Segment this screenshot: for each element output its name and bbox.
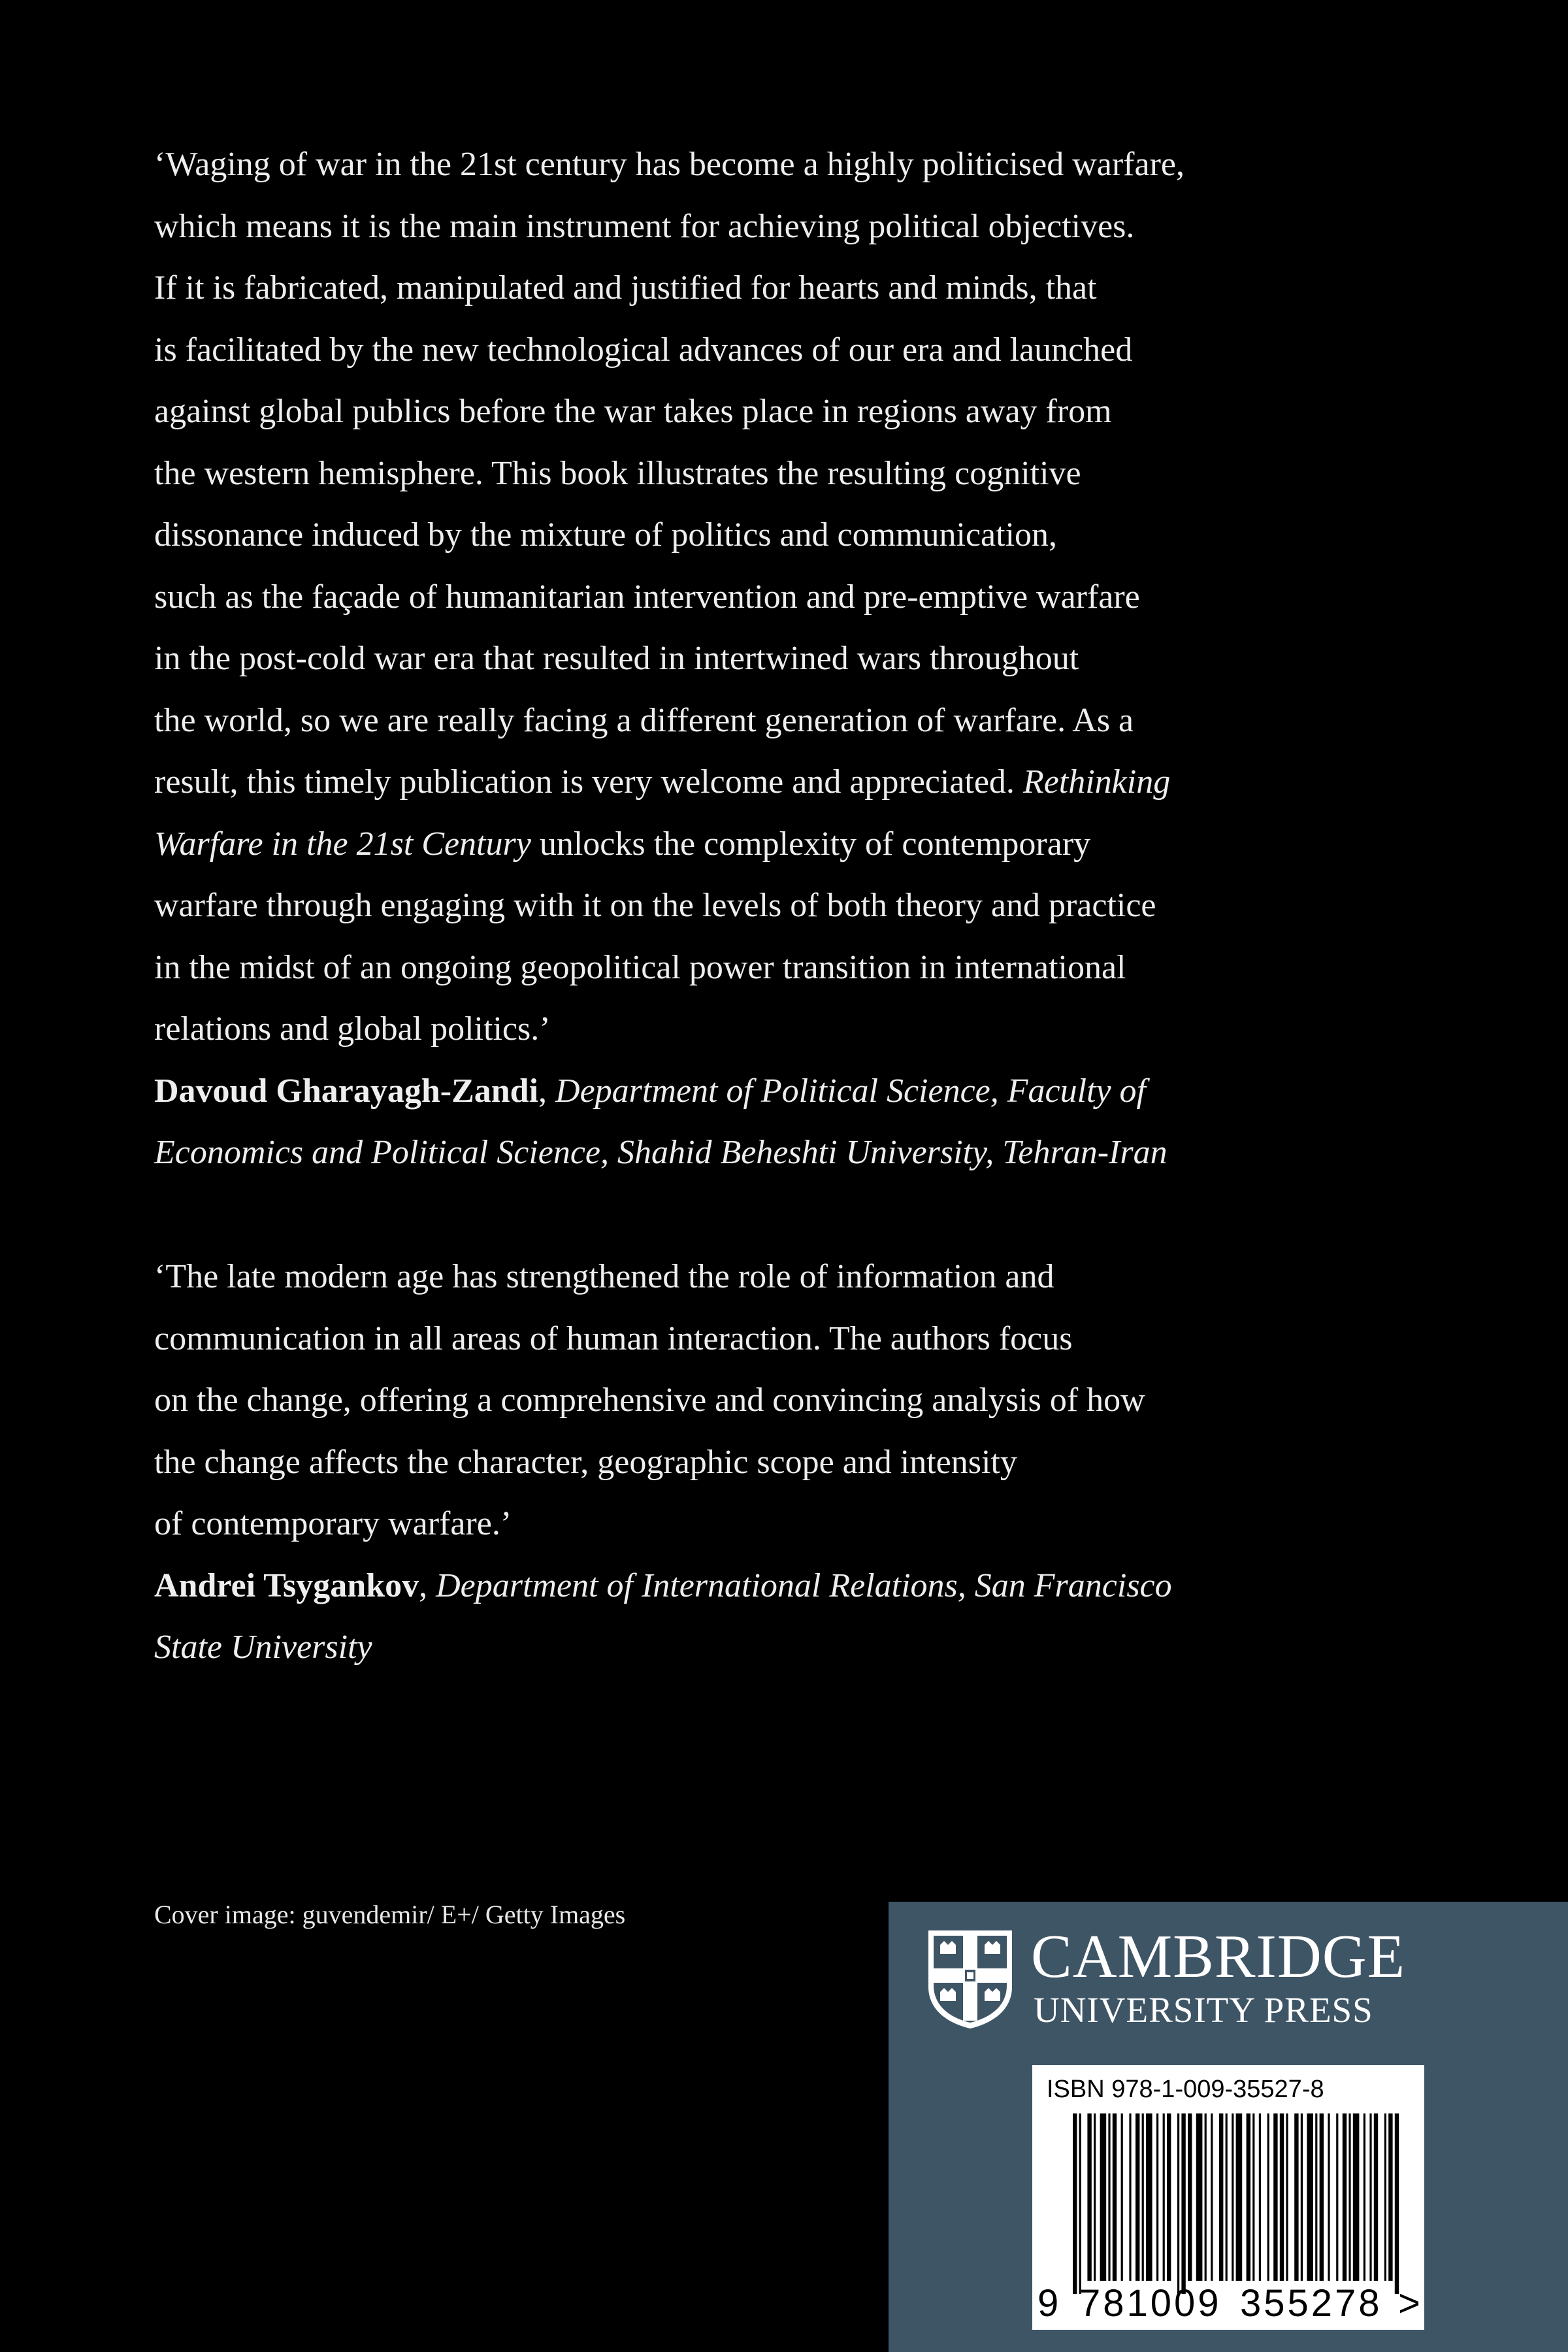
blurb-1-line-14: in the midst of an ongoing geopolitical power transition in international — [154, 948, 1126, 986]
barcode-bar — [1336, 2113, 1338, 2281]
barcode-bar — [1353, 2113, 1360, 2281]
barcode-bar — [1163, 2113, 1165, 2281]
blurb-1-line-12 — [154, 814, 1396, 876]
barcode-bar — [1167, 2113, 1171, 2281]
barcode-bar — [1364, 2113, 1365, 2281]
barcode-bar — [1286, 2113, 1288, 2281]
blurb-2-line-2: communication in all areas of human interaction. The authors focus — [154, 1319, 1073, 1357]
barcode-bar — [1374, 2113, 1378, 2281]
blurb-1-line-11-text: result, this timely publication is very welcome and appreciated. — [154, 763, 1023, 801]
barcode-bar — [1226, 2113, 1228, 2281]
publisher-subname: UNIVERSITY PRESS — [1034, 1990, 1373, 2030]
publisher-name: CAMBRIDGE — [1031, 1923, 1406, 1991]
blurb-1-affiliation-2: Economics and Political Science, Shahid Beheshti University, Tehran-Iran — [154, 1134, 1168, 1171]
barcode-bar — [1369, 2113, 1371, 2281]
barcode-bar — [1267, 2113, 1269, 2281]
barcode-bar — [1196, 2113, 1203, 2281]
barcode-digit-group-1: 781009 — [1079, 2282, 1222, 2325]
blurb-1-line-12-text: unlocks the complexity of contemporary — [531, 825, 1091, 863]
barcode-bar — [1100, 2113, 1107, 2281]
blurb-1-line-6: the western hemisphere. This book illustrates the resulting cognitive — [154, 454, 1081, 492]
blurb-1-line-2: which means it is the main instrument for achieving political objectives. — [154, 207, 1135, 245]
barcode-bar — [1205, 2113, 1207, 2281]
blurb-2-line-3: on the change, offering a comprehensive and convincing analysis of how — [154, 1382, 1145, 1419]
barcode-bar — [1087, 2113, 1091, 2281]
barcode-bar — [1280, 2113, 1284, 2281]
blurb-1-line-11 — [154, 752, 1396, 814]
barcode-bar — [1388, 2113, 1392, 2281]
barcode-bar — [1129, 2113, 1131, 2281]
barcode-digit-group-2: 355278 — [1240, 2282, 1382, 2325]
barcode-digit-tail: > — [1398, 2282, 1420, 2325]
barcode-bar — [1181, 2113, 1185, 2294]
barcode-bar — [1301, 2113, 1303, 2281]
blurb-2-affiliation-1: Department of International Relations, San Francisco — [436, 1566, 1172, 1604]
blurb-2-line-4: the change affects the character, geographic scope and intensity — [154, 1443, 1017, 1481]
blurb-1-affiliation-1: Department of Political Science, Faculty of — [555, 1072, 1147, 1110]
blurb-1-affiliation-line-2 — [154, 1122, 1396, 1184]
barcode-bar — [1343, 2113, 1347, 2281]
barcode-bar — [1294, 2113, 1298, 2281]
barcode-bar — [1395, 2113, 1399, 2294]
blurb-2-author: Andrei Tsygankov — [154, 1566, 419, 1604]
barcode-bar — [1384, 2113, 1386, 2281]
blurb-1-line-13: warfare through engaging with it on the levels of both theory and practice — [154, 887, 1156, 924]
barcode-bar — [1211, 2113, 1213, 2281]
barcode-bar — [1247, 2113, 1250, 2281]
barcode-bar — [1320, 2113, 1324, 2281]
barcode-bar — [1328, 2113, 1330, 2281]
barcode-bar — [1219, 2113, 1223, 2281]
barcode-bar — [1236, 2113, 1243, 2281]
barcode-bar — [1094, 2113, 1096, 2281]
cambridge-crest-icon — [924, 1927, 1016, 2031]
barcode-bar — [1307, 2113, 1313, 2281]
blurb-2-line-5: of contemporary warfare.’ — [154, 1505, 512, 1542]
barcode-bar — [1273, 2113, 1277, 2281]
barcode-bar — [1135, 2113, 1139, 2281]
barcode-digits — [1032, 2281, 1424, 2327]
barcode-bar — [1156, 2113, 1158, 2281]
blurb-2-line-1: ‘The late modern age has strengthened the role of information and — [154, 1258, 1054, 1295]
barcode-bars — [1032, 2111, 1424, 2294]
blurb-1-line-3: If it is fabricated, manipulated and justified for hearts and minds, that — [154, 269, 1097, 306]
barcode-digit-lead: 9 — [1037, 2282, 1059, 2325]
blurb-1-line-7: dissonance induced by the mixture of politics and communication, — [154, 516, 1058, 554]
blurb-1-attribution: Davoud Gharayagh-Zandi, Department of Political Science, Faculty of — [154, 1072, 1147, 1110]
blurb-2-affiliation-2: State University — [154, 1629, 372, 1666]
blurb-2 — [154, 1246, 1396, 1679]
barcode-bar — [1079, 2113, 1081, 2294]
blurb-1-line-4: is facilitated by the new technological advances of our era and launched — [154, 331, 1133, 369]
barcode-bar — [1188, 2113, 1192, 2281]
barcode-bar — [1177, 2113, 1179, 2294]
isbn-label: ISBN 978-1-009-35527-8 — [1047, 2076, 1324, 2103]
barcode-bar — [1259, 2113, 1261, 2281]
isbn-barcode — [1032, 2065, 1424, 2330]
barcode-bar — [1315, 2113, 1317, 2281]
blurb-1 — [154, 134, 1396, 1184]
book-title-part-2: Warfare in the 21st Century — [154, 825, 531, 863]
barcode-bar — [1108, 2113, 1110, 2281]
blurb-1-line-1: ‘Waging of war in the 21st century has become a highly politicised warfare, — [154, 146, 1184, 183]
barcode-bar — [1073, 2113, 1077, 2294]
publisher-panel — [889, 1902, 1568, 2352]
blurb-2-affiliation-line-2 — [154, 1617, 1396, 1679]
barcode-bar — [1121, 2113, 1123, 2281]
blurb-1-author: Davoud Gharayagh-Zandi — [154, 1072, 539, 1110]
barcode-bar — [1142, 2113, 1144, 2281]
barcode-bar — [1232, 2113, 1233, 2281]
cover-image-credit: Cover image: guvendemir/ E+/ Getty Images — [154, 1900, 626, 1929]
barcode-bar — [1348, 2113, 1350, 2281]
blurb-1-line-10: the world, so we are really facing a different generation of warfare. As a — [154, 701, 1134, 739]
blurb-1-line-9: in the post-cold war era that resulted in intertwined wars throughout — [154, 640, 1079, 677]
book-title-part-1: Rethinking — [1022, 763, 1171, 801]
blurb-2-attribution: Andrei Tsygankov, Department of International Relations, San Francisco — [154, 1566, 1172, 1604]
barcode-bar — [1113, 2113, 1117, 2281]
blurb-1-line-5: against global publics before the war takes place in regions away from — [154, 393, 1112, 430]
barcode-bar — [1252, 2113, 1254, 2281]
blurb-1-line-8: such as the façade of humanitarian intervention and pre-emptive warfare — [154, 578, 1140, 616]
barcode-bar — [1146, 2113, 1152, 2281]
blurb-1-line-15: relations and global politics.’ — [154, 1010, 551, 1048]
